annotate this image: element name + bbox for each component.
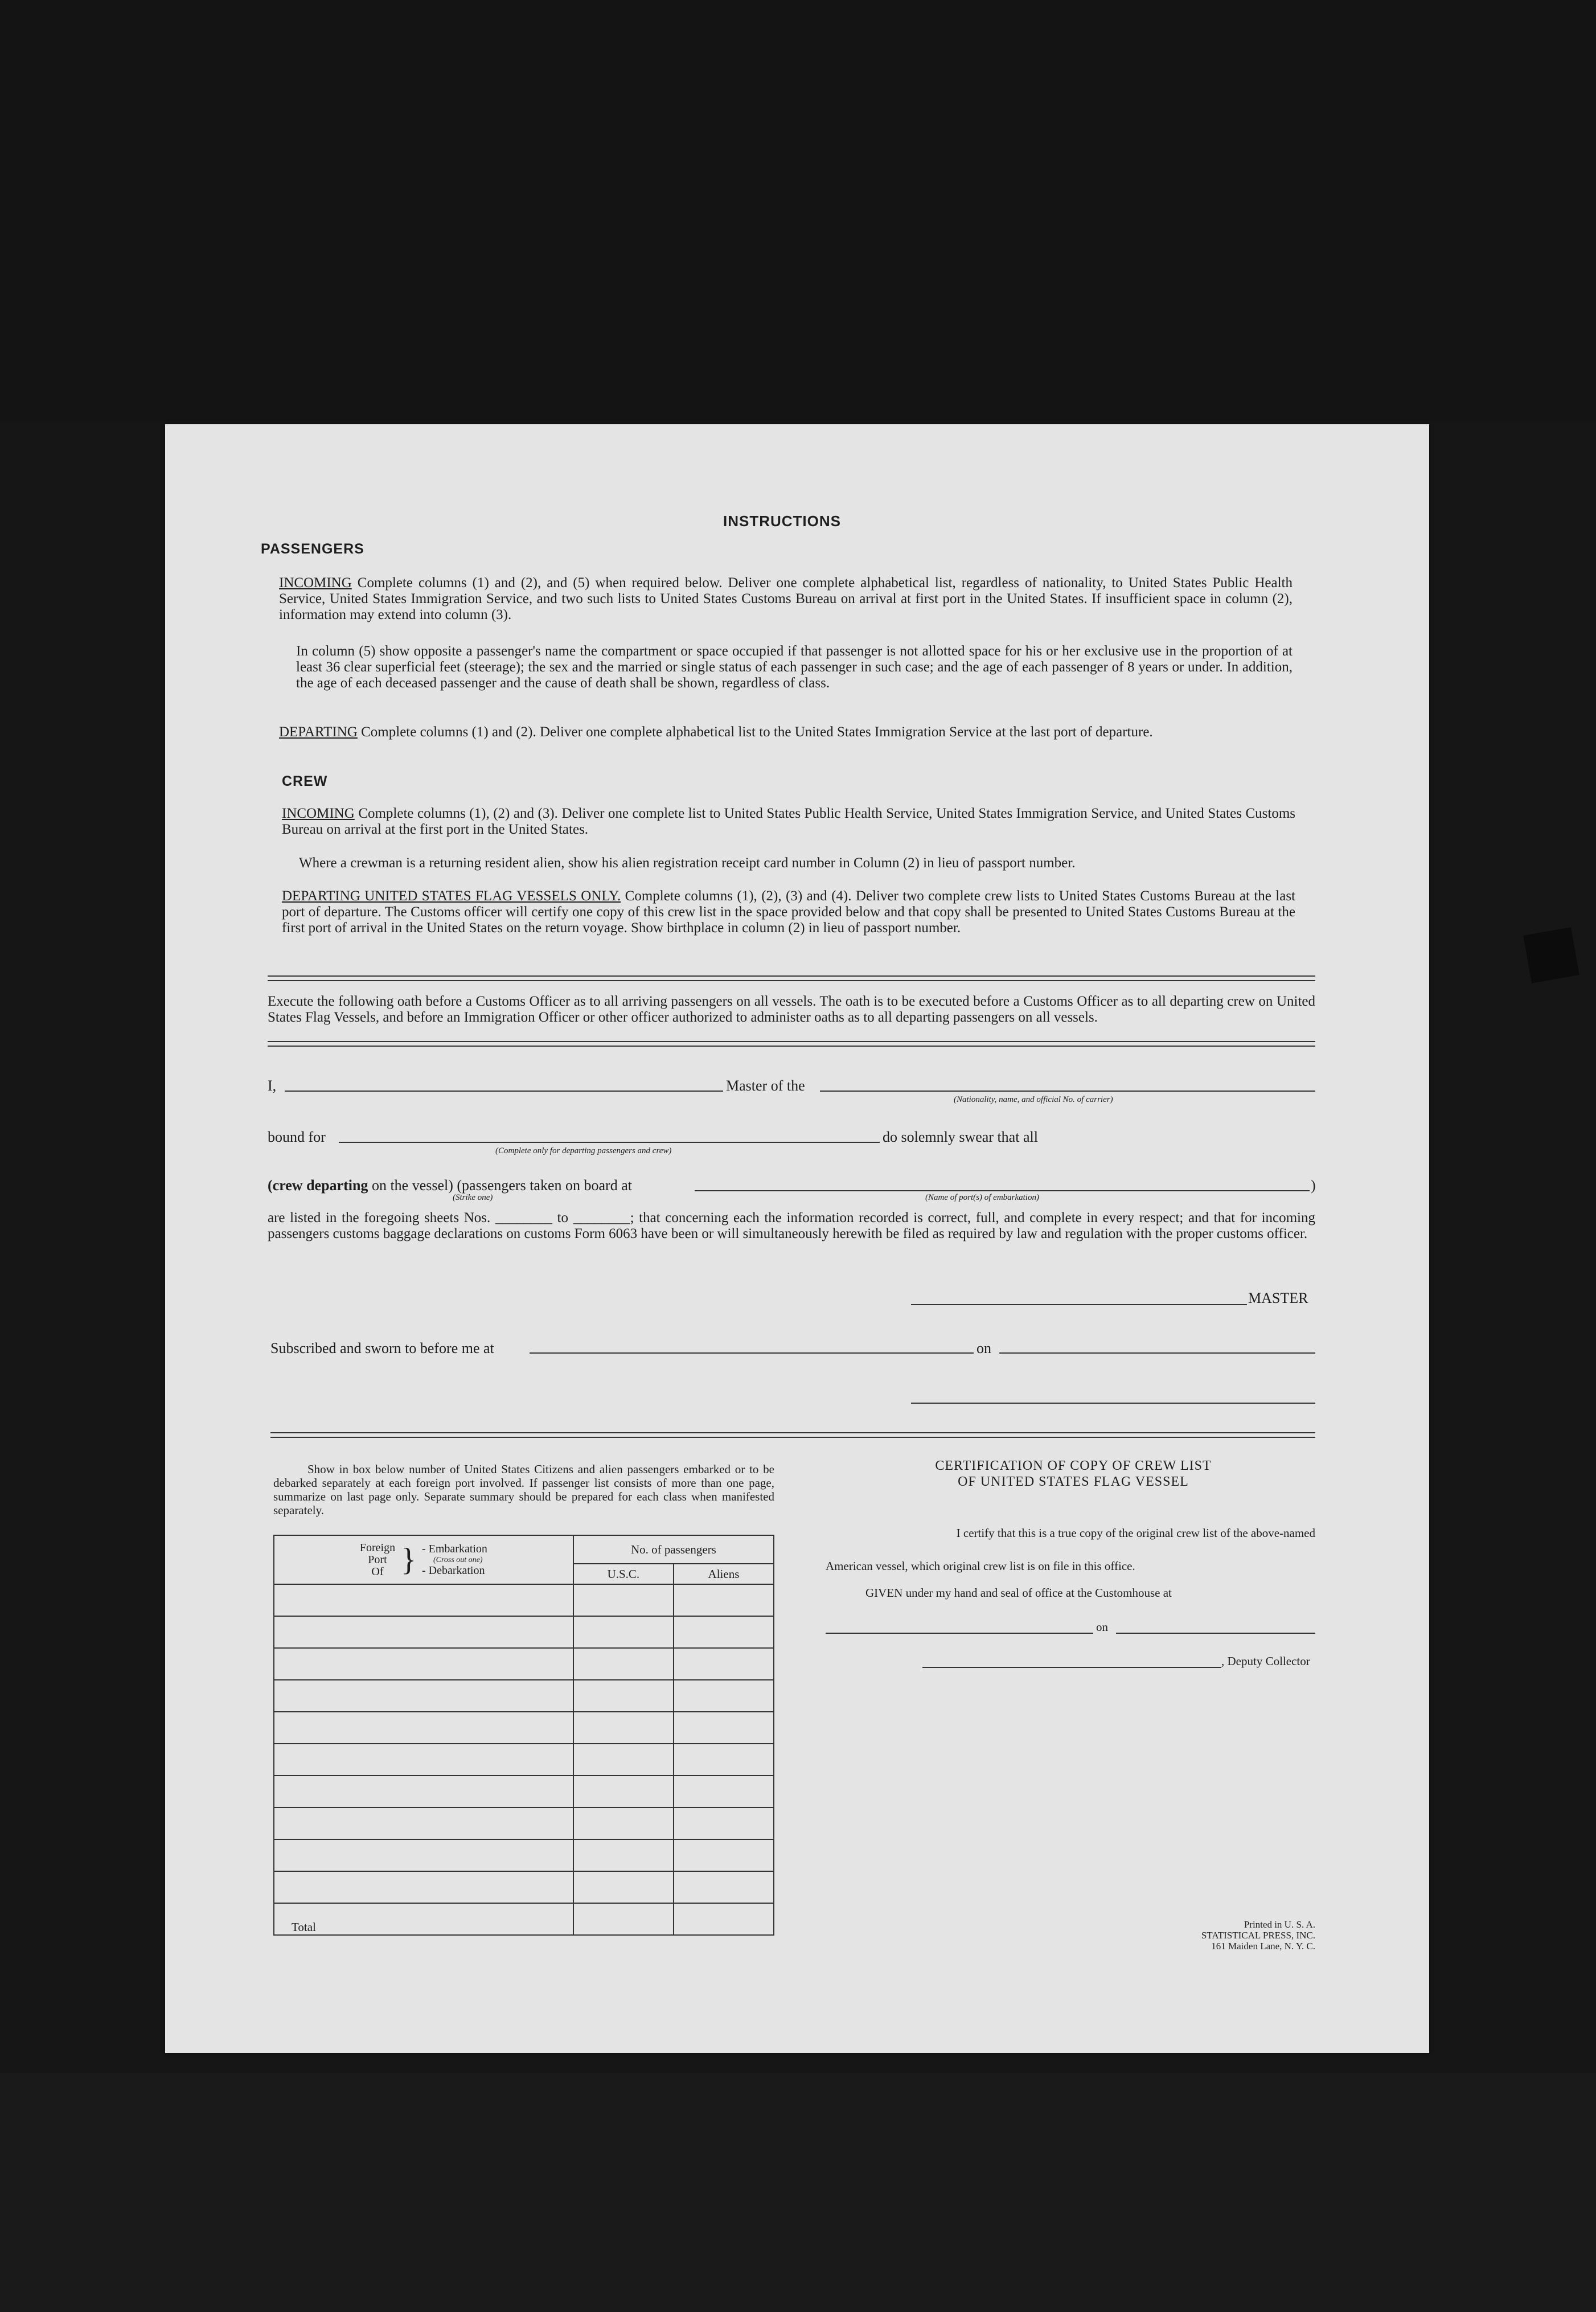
no-passengers-header: No. of passengers <box>573 1535 774 1564</box>
certify-line2: American vessel, which original crew list is on file in this office. <box>826 1559 1135 1573</box>
table-row <box>274 1744 774 1776</box>
customhouse-field[interactable] <box>826 1633 1093 1634</box>
printer-line1: Printed in U. S. A. <box>1244 1919 1315 1930</box>
crew-departing-label: DEPARTING UNITED STATES FLAG VESSELS ONLY. <box>282 888 621 904</box>
crew-departing-text: Complete columns (1), (2), (3) and (4). Deliver two complete crew lists to United States Customs Bureau at the last port of departure. The Customs officer will certify one copy of this crew list in the space provided below and that copy shall be presented to United States Customs Bureau at the first port of arrival in the United States on the return voyage. Show birthplace in column (2) in lieu of passport number. <box>282 888 1296 936</box>
section-divider <box>268 1041 1315 1047</box>
carrier-field[interactable] <box>820 1091 1315 1092</box>
usc-header: U.S.C. <box>573 1564 674 1584</box>
passengers-column5-text: In column (5) show opposite a passenger's name the compartment or space occupied if that passenger is not allotted space for his or her exclusive use in the proportion of at least 36 clear superficial feet (steerage); the sex and the married or single status of each passenger in such case; and the age of each passenger of 8 years or under. In addition, the age of each deceased passenger and the cause of death shall be shown, regardless of class. <box>296 643 1293 691</box>
table-row <box>274 1680 774 1712</box>
oath-i-label: I, <box>268 1077 277 1094</box>
aliens-cell[interactable] <box>674 1616 774 1648</box>
table-row <box>274 1871 774 1903</box>
crew-departing-section <box>282 888 1295 936</box>
crew-departing-option <box>268 1177 632 1194</box>
usc-cell[interactable] <box>573 1712 674 1744</box>
bound-note: (Complete only for departing passengers and crew) <box>495 1146 672 1155</box>
aliens-cell[interactable] <box>674 1648 774 1680</box>
deputy-collector-label: , Deputy Collector <box>1221 1654 1310 1668</box>
master-label: MASTER <box>1248 1290 1308 1306</box>
crew-incoming-label: INCOMING <box>282 806 355 821</box>
bound-for-label: bound for <box>268 1129 326 1145</box>
given-text: GIVEN under my hand and seal of office at the Customhouse at <box>865 1586 1172 1600</box>
crew-resident-alien-text: Where a crewman is a returning resident alien, show his alien registration receipt card number in Column (2) in lieu of passport number. <box>299 855 1076 871</box>
destination-field[interactable] <box>339 1142 880 1143</box>
port-cell[interactable] <box>274 1712 573 1744</box>
passengers-incoming-label: INCOMING <box>279 575 352 591</box>
master-signature-field[interactable] <box>911 1304 1247 1305</box>
table-row <box>274 1648 774 1680</box>
summary-instructions: Show in box below number of United States Citizens and alien passengers embarked or to be debarked separately at each foreign port involved. If passenger list consists of more than one page, summarize on last page only. Separate summary should be prepared for each class when manifested separately. <box>273 1462 774 1517</box>
ports-note: (Name of port(s) of embarkation) <box>925 1193 1039 1202</box>
table-row <box>274 1776 774 1807</box>
on-vessel-text: on the vessel) (passengers taken on board at <box>371 1177 632 1194</box>
torn-corner-mark <box>1523 927 1579 983</box>
swear-label: do solemnly swear that all <box>883 1129 1038 1145</box>
deputy-signature-field[interactable] <box>922 1667 1221 1668</box>
certification-title <box>894 1458 1253 1490</box>
aliens-cell[interactable] <box>674 1744 774 1776</box>
certification-title-line1: CERTIFICATION OF COPY OF CREW LIST <box>935 1458 1212 1473</box>
embarkation-ports-field[interactable] <box>695 1190 1310 1191</box>
aliens-cell[interactable] <box>674 1712 774 1744</box>
passengers-departing-label: DEPARTING <box>279 724 358 740</box>
sworn-date-field[interactable] <box>999 1352 1315 1354</box>
listed-sheets-text: are listed in the foregoing sheets Nos. ________ to ________; that concerning each the information recorded is correct, full, and complete in every respect; and that for incoming passengers customs baggage declarations on customs Form 6063 have been or will simultaneously herewith be filed as required by law and regulation with the proper customs officer. <box>268 1210 1315 1241</box>
sworn-place-field[interactable] <box>530 1352 974 1354</box>
port-cell[interactable] <box>274 1744 573 1776</box>
master-name-field[interactable] <box>285 1091 723 1092</box>
close-paren: ) <box>1311 1177 1316 1194</box>
port-cell[interactable] <box>274 1807 573 1839</box>
port-cell[interactable] <box>274 1839 573 1871</box>
scan-background-top <box>0 0 1596 421</box>
port-label: Port <box>368 1553 387 1566</box>
oath-intro: Execute the following oath before a Customs Officer as to all arriving passengers on all vessels. The oath is to be executed before a Customs Officer as to all departing crew on United States Flag Vessels, and before an Immigration Officer or other officer authorized to administer oaths as to all departing passengers on all vessels. <box>268 994 1315 1025</box>
brace-mark: } <box>401 1542 416 1577</box>
embarkation-option[interactable]: - Embarkation <box>421 1542 487 1555</box>
carrier-note: (Nationality, name, and official No. of carrier) <box>954 1095 1113 1104</box>
aliens-cell[interactable] <box>674 1584 774 1616</box>
usc-cell[interactable] <box>573 1584 674 1616</box>
scan-background-bottom <box>0 2073 1596 2312</box>
aliens-cell[interactable] <box>674 1776 774 1807</box>
certify-date-field[interactable] <box>1116 1633 1315 1634</box>
crew-incoming-section <box>282 806 1295 838</box>
certify-on-label: on <box>1096 1620 1108 1634</box>
usc-cell[interactable] <box>573 1871 674 1903</box>
officer-signature-field[interactable] <box>911 1403 1315 1404</box>
table-row <box>274 1616 774 1648</box>
port-cell[interactable] <box>274 1680 573 1712</box>
certify-line1: I certify that this is a true copy of the original crew list of the above-named <box>956 1526 1315 1540</box>
total-row <box>274 1903 774 1935</box>
crew-incoming-text: Complete columns (1), (2) and (3). Deliver one complete list to United States Public Health Service, United States Immigration Service, and United States Customs Bureau on arrival at the first port in the United States. <box>282 806 1295 837</box>
foreign-label: Foreign <box>359 1541 396 1554</box>
page-title: INSTRUCTIONS <box>723 513 841 530</box>
passengers-heading: PASSENGERS <box>261 541 364 557</box>
total-label: Total <box>274 1903 573 1935</box>
port-cell[interactable] <box>274 1648 573 1680</box>
debarkation-option[interactable]: - Debarkation <box>421 1564 485 1577</box>
aliens-total-cell[interactable] <box>674 1903 774 1935</box>
usc-cell[interactable] <box>573 1744 674 1776</box>
aliens-cell[interactable] <box>674 1871 774 1903</box>
passengers-incoming-text: Complete columns (1) and (2), and (5) when required below. Deliver one complete alphabetical list, regardless of nationality, to United States Public Health Service, United States Immigration Service, and two such lists to United States Customs Bureau on arrival at first port in the United States. If insufficient space in column (2), information may extend into column (3). <box>279 575 1293 622</box>
table-row <box>274 1584 774 1616</box>
port-cell[interactable] <box>274 1776 573 1807</box>
passengers-incoming-section <box>279 575 1293 623</box>
section-divider <box>270 1432 1315 1438</box>
certification-title-line2: OF UNITED STATES FLAG VESSEL <box>958 1474 1189 1489</box>
aliens-header: Aliens <box>674 1564 774 1584</box>
usc-cell[interactable] <box>573 1648 674 1680</box>
usc-cell[interactable] <box>573 1776 674 1807</box>
of-label: Of <box>371 1565 384 1578</box>
printer-line3: 161 Maiden Lane, N. Y. C. <box>1211 1941 1315 1952</box>
crew-departing-text: (crew departing <box>268 1177 368 1194</box>
strike-one-note: (Strike one) <box>453 1193 493 1202</box>
crew-heading: CREW <box>282 773 328 789</box>
port-cell[interactable] <box>274 1871 573 1903</box>
table-row <box>274 1839 774 1871</box>
subscribed-label: Subscribed and sworn to before me at <box>270 1340 494 1356</box>
table-row <box>274 1807 774 1839</box>
usc-cell[interactable] <box>573 1807 674 1839</box>
passengers-departing-section <box>279 724 1293 740</box>
port-summary-table <box>273 1535 774 1936</box>
usc-cell[interactable] <box>573 1839 674 1871</box>
cross-out-note: (Cross out one) <box>433 1555 483 1564</box>
master-of-label: Master of the <box>726 1077 805 1094</box>
aliens-cell[interactable] <box>674 1807 774 1839</box>
usc-total-cell[interactable] <box>573 1903 674 1935</box>
port-column-header <box>274 1535 573 1584</box>
sworn-on-label: on <box>977 1340 991 1356</box>
port-cell[interactable] <box>274 1616 573 1648</box>
aliens-cell[interactable] <box>674 1839 774 1871</box>
section-divider <box>268 975 1315 981</box>
table-row <box>274 1712 774 1744</box>
usc-cell[interactable] <box>573 1680 674 1712</box>
aliens-cell[interactable] <box>674 1680 774 1712</box>
port-cell[interactable] <box>274 1584 573 1616</box>
usc-cell[interactable] <box>573 1616 674 1648</box>
passengers-departing-text: Complete columns (1) and (2). Deliver one complete alphabetical list to the United States Immigration Service at the last port of departure. <box>361 724 1153 740</box>
printer-line2: STATISTICAL PRESS, INC. <box>1201 1930 1315 1941</box>
printer-imprint <box>1144 1919 1315 1952</box>
